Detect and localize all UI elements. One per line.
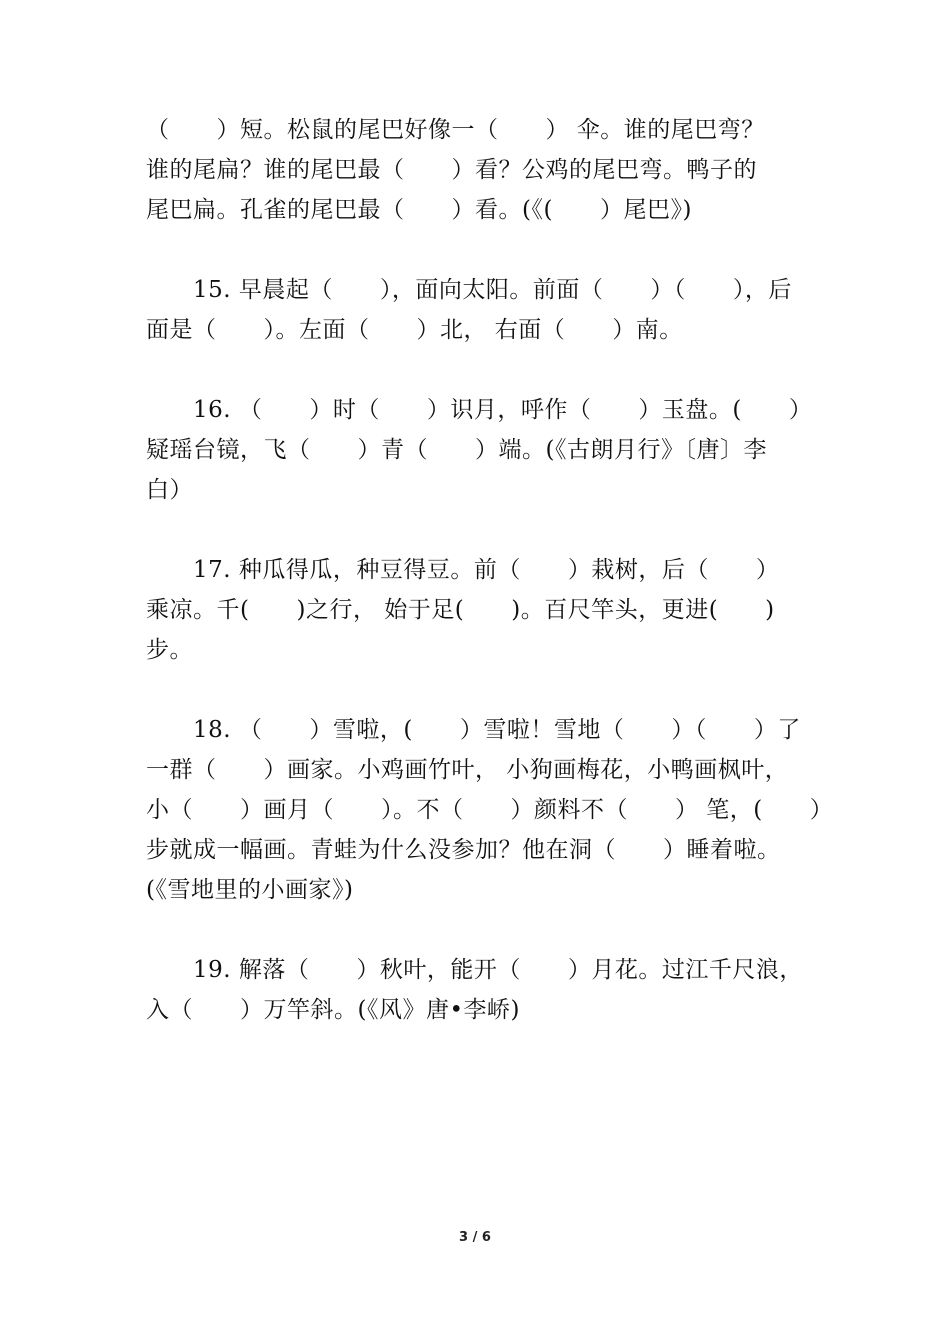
question-17-line: 17. 种瓜得瓜，种豆得豆。前（ ）栽树，后（ ） xyxy=(146,557,780,583)
question-19-line: 19. 解落（ ）秋叶，能开（ ）月花。过江千尺浪， xyxy=(146,957,803,983)
page-number: 3 / 6 xyxy=(459,1230,491,1245)
question-16-line: 16. （ ）时（ ）识月，呼作（ ）玉盘。( ） xyxy=(146,397,813,423)
question-15-line: 15. 早晨起（ ），面向太阳。前面（ ）（ ），后 xyxy=(146,277,792,303)
text-line: 入（ ）万竿斜。(《风》唐•李峤) xyxy=(146,997,521,1023)
text-line: 面是（ ）。左面（ ）北， 右面（ ）南。 xyxy=(146,317,683,343)
text-line: 小（ ）画月（ ）。不（ ）颜料不（ ） 笔，( ） xyxy=(146,797,834,823)
text-line: 乘凉。千( )之行， 始于足( )。百尺竿头，更进( ) xyxy=(146,597,775,623)
text-line: （ ）短。松鼠的尾巴好像一（ ） 伞。谁的尾巴弯？ xyxy=(146,117,765,143)
text-line: 疑瑶台镜，飞（ ）青（ ）端。(《古朗月行》〔唐〕李 xyxy=(146,437,767,463)
text-line: 步就成一幅画。青蛙为什么没参加？他在洞（ ）睡着啦。 xyxy=(146,837,781,863)
question-18-line: 18. （ ）雪啦，( ）雪啦！雪地（ ）（ ）了 xyxy=(146,717,801,743)
text-line: (《雪地里的小画家》) xyxy=(146,877,354,903)
text-line: 谁的尾扁？谁的尾巴最（ ）看？公鸡的尾巴弯。鸭子的 xyxy=(146,157,757,183)
text-line: 尾巴扁。孔雀的尾巴最（ ）看。(《( ）尾巴》) xyxy=(146,197,692,223)
text-line: 一群（ ）画家。小鸡画竹叶， 小狗画梅花，小鸭画枫叶， xyxy=(146,757,789,783)
text-line: 白） xyxy=(146,477,193,503)
text-line: 步。 xyxy=(146,637,193,663)
